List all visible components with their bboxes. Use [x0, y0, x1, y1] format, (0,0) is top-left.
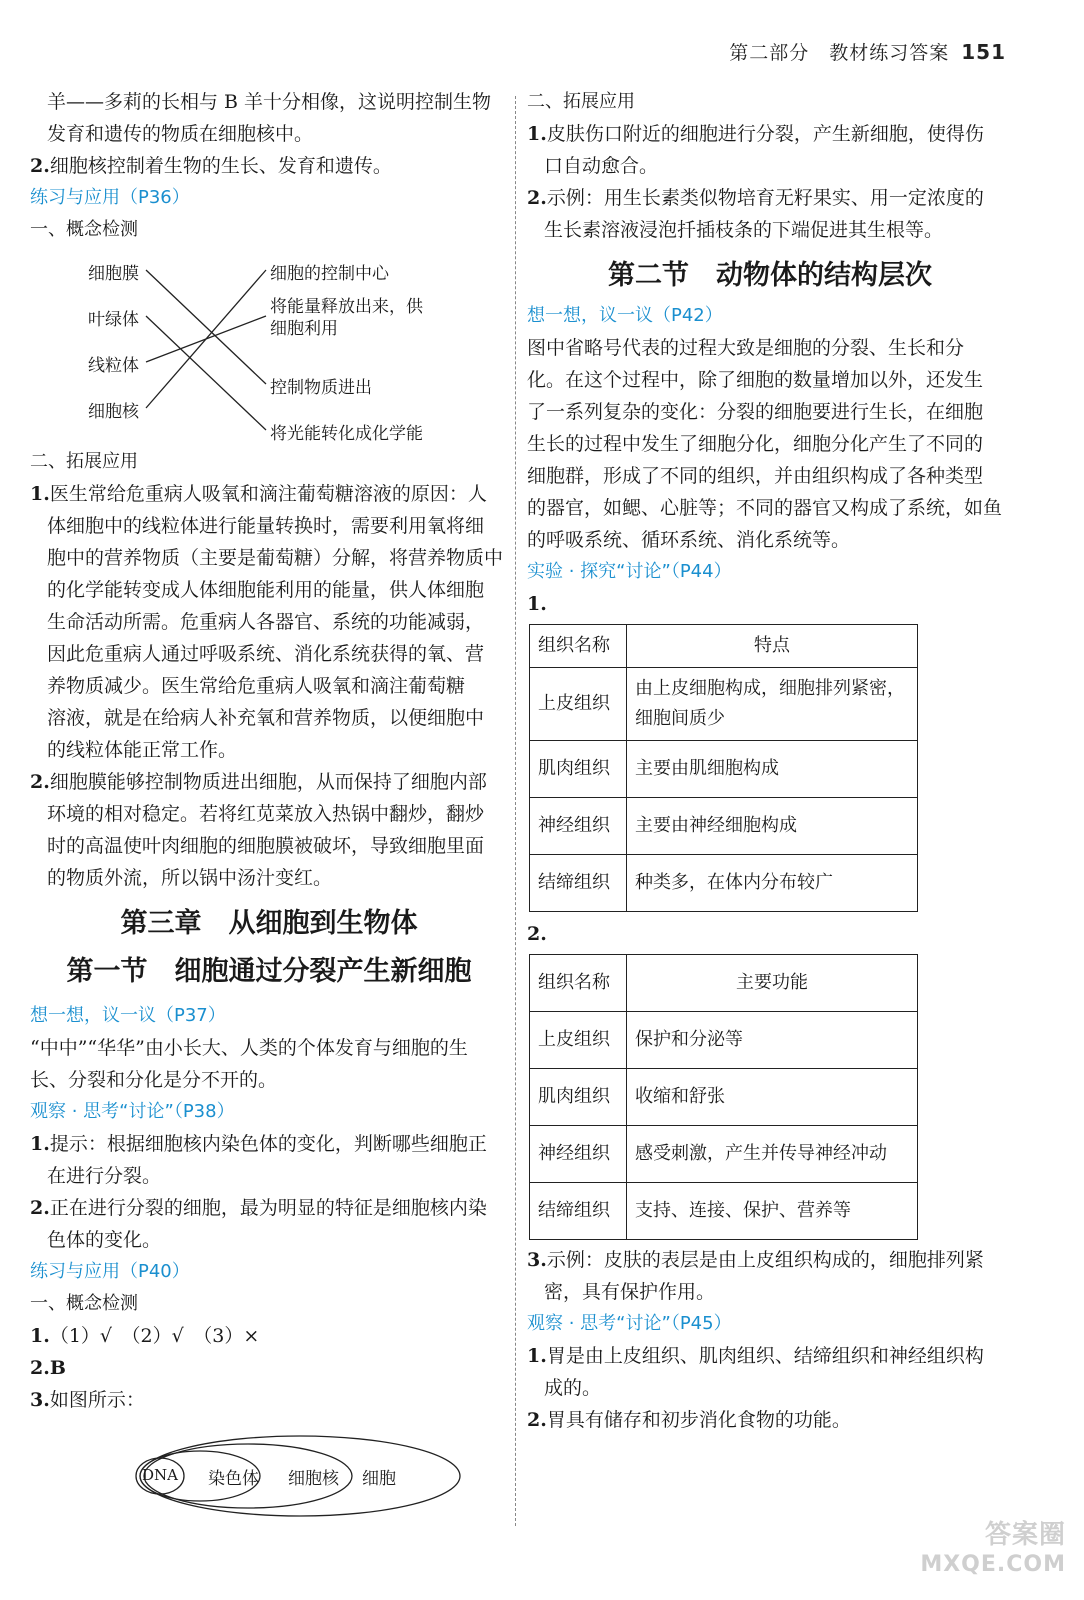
table-row — [530, 798, 918, 855]
text-line: 生长的过程中发生了细胞分化，细胞分化产生了不同的 — [527, 433, 984, 455]
subheading: 一、概念检测 — [30, 219, 138, 240]
text-line: 了一系列复杂的变化：分裂的细胞要进行生长，在细胞 — [527, 401, 984, 423]
text-line: 养物质减少。医生常给危重病人吸氧和滴注葡萄糖 — [47, 675, 466, 697]
table-cell: 结缔组织 — [530, 855, 627, 912]
text-line: 成的。 — [544, 1377, 602, 1399]
match-right-item: 细胞利用 — [270, 319, 338, 339]
section-title: 第一节 细胞通过分裂产生新细胞 — [66, 956, 472, 987]
table-cell: 主要由神经细胞构成 — [627, 798, 918, 855]
text-line: “中中”“华华”由小长大、人类的个体发育与细胞的生 — [30, 1037, 468, 1059]
text-line: 的物质外流，所以锅中汤汁变红。 — [47, 867, 333, 889]
text-line: 体细胞中的线粒体进行能量转换时，需要利用氧将细 — [47, 515, 485, 537]
section-heading: 练习与应用（P40） — [30, 1261, 190, 1282]
text-line: 的线粒体能正常工作。 — [47, 739, 238, 761]
table-cell: 结缔组织 — [530, 1183, 627, 1240]
match-right-item: 将能量释放出来，供 — [270, 297, 423, 317]
table-cell: 保护和分泌等 — [627, 1012, 918, 1069]
table-row — [530, 1126, 918, 1183]
section-heading: 练习与应用（P36） — [30, 187, 190, 208]
nest-label-dna: DNA — [142, 1466, 178, 1484]
column-divider — [515, 96, 516, 1526]
text-line: 发育和遗传的物质在细胞核中。 — [47, 123, 314, 145]
section-heading: 观察 · 思考“讨论”（P45） — [527, 1313, 732, 1334]
chapter-title: 第三章 从细胞到生物体 — [120, 908, 418, 939]
tissue-functions-table — [529, 954, 918, 1240]
table-row — [530, 1069, 918, 1126]
table-header-cell: 组织名称 — [530, 955, 627, 1012]
page-number: 151 — [961, 40, 1006, 64]
list-item: 2.B — [30, 1357, 66, 1379]
list-number: 1. — [527, 593, 547, 615]
table-header-cell: 特点 — [627, 625, 918, 668]
left-column — [30, 86, 508, 1526]
table-cell: 由上皮细胞构成，细胞排列紧密，细胞间质少 — [627, 668, 918, 741]
text-line: 的器官，如鳃、心脏等；不同的器官又构成了系统，如鱼 — [527, 497, 1003, 519]
table-cell: 收缩和舒张 — [627, 1069, 918, 1126]
text-line: 在进行分裂。 — [47, 1165, 162, 1187]
table-cell: 肌肉组织 — [530, 1069, 627, 1126]
table-cell: 支持、连接、保护、营养等 — [627, 1183, 918, 1240]
list-item: 2.胃具有储存和初步消化食物的功能。 — [527, 1409, 851, 1431]
match-left-item: 细胞膜 — [88, 264, 139, 284]
text-line: 时的高温使叶肉细胞的细胞膜被破坏，导致细胞里面 — [47, 835, 485, 857]
list-item: 2.正在进行分裂的细胞，最为明显的特征是细胞核内染 — [30, 1197, 487, 1219]
match-right-item: 细胞的控制中心 — [270, 264, 389, 284]
section-heading: 想一想，议一议（P37） — [30, 1005, 226, 1026]
text-line: 生长素溶液浸泡扦插枝条的下端促进其生根等。 — [544, 219, 944, 241]
list-item: 1.胃是由上皮组织、肌肉组织、结缔组织和神经组织构 — [527, 1345, 984, 1367]
list-item: 1.医生常给危重病人吸氧和滴注葡萄糖溶液的原因：人 — [30, 483, 487, 505]
match-right-item: 控制物质进出 — [270, 378, 372, 398]
text-line: 胞中的营养物质（主要是葡萄糖）分解，将营养物质中 — [47, 547, 504, 569]
list-item: 1.皮肤伤口附近的细胞进行分裂，产生新细胞，使得伤 — [527, 123, 984, 145]
table-cell: 神经组织 — [530, 798, 627, 855]
text-line: 羊——多莉的长相与 B 羊十分相像，这说明控制生物 — [47, 91, 492, 113]
section-heading: 观察 · 思考“讨论”（P38） — [30, 1101, 235, 1122]
text-line: 色体的变化。 — [47, 1229, 162, 1251]
table-row — [530, 741, 918, 798]
list-item: 1.（1）√ （2）√ （3）× — [30, 1325, 260, 1347]
match-right-item: 将光能转化成化学能 — [270, 424, 423, 444]
right-column — [527, 86, 1013, 1436]
nested-circles-diagram — [30, 1416, 508, 1526]
subheading: 一、概念检测 — [30, 1293, 138, 1314]
match-left-item: 线粒体 — [88, 356, 139, 376]
tissue-features-table — [529, 624, 918, 912]
text-line: 生命活动所需。危重病人各器官、系统的功能减弱， — [47, 611, 485, 633]
page-header — [729, 38, 1006, 65]
section-title: 第二节 动物体的结构层次 — [608, 260, 932, 291]
table-header-row — [530, 955, 918, 1012]
text-line: 细胞群，形成了不同的组织，并由组织构成了各种类型 — [527, 465, 984, 487]
text-line: 图中省略号代表的过程大致是细胞的分裂、生长和分 — [527, 337, 965, 359]
table-row — [530, 1183, 918, 1240]
table-cell: 感受刺激，产生并传导神经冲动 — [627, 1126, 918, 1183]
table-cell: 种类多，在体内分布较广 — [627, 855, 918, 912]
list-item: 3.示例：皮肤的表层是由上皮组织构成的，细胞排列紧 — [527, 1249, 984, 1271]
table-row — [530, 855, 918, 912]
table-cell: 神经组织 — [530, 1126, 627, 1183]
text-line: 口自动愈合。 — [544, 155, 659, 177]
table-header-cell: 组织名称 — [530, 625, 627, 668]
table-row — [530, 668, 918, 741]
table-cell: 上皮组织 — [530, 1012, 627, 1069]
nested-ellipses — [30, 1416, 508, 1526]
text-line: 的化学能转变成人体细胞能利用的能量，供人体细胞 — [47, 579, 485, 601]
table-cell: 主要由肌细胞构成 — [627, 741, 918, 798]
section-heading: 想一想，议一议（P42） — [527, 305, 723, 326]
nest-label-chromosome: 染色体 — [208, 1469, 259, 1489]
section-heading: 实验 · 探究“讨论”（P44） — [527, 561, 732, 582]
list-number: 2. — [527, 923, 547, 945]
list-item: 1.提示：根据细胞核内染色体的变化，判断哪些细胞正 — [30, 1133, 487, 1155]
table-header-cell: 主要功能 — [627, 955, 918, 1012]
table-cell: 肌肉组织 — [530, 741, 627, 798]
text-line: 的呼吸系统、循环系统、消化系统等。 — [527, 529, 851, 551]
table-cell: 上皮组织 — [530, 668, 627, 741]
subheading: 二、拓展应用 — [527, 91, 635, 112]
matching-diagram — [30, 246, 508, 442]
list-item: 3.如图所示： — [30, 1389, 145, 1411]
table-header-row — [530, 625, 918, 668]
watermark-logo: 答案圈 MXQE.COM — [920, 1520, 1066, 1577]
text-line: 化。在这个过程中，除了细胞的数量增加以外，还发生 — [527, 369, 984, 391]
list-item: 2.示例：用生长素类似物培育无籽果实、用一定浓度的 — [527, 187, 984, 209]
subheading: 二、拓展应用 — [30, 451, 138, 472]
list-item: 2.细胞膜能够控制物质进出细胞，从而保持了细胞内部 — [30, 771, 487, 793]
list-item: 2.细胞核控制着生物的生长、发育和遗传。 — [30, 155, 392, 177]
text-line: 溶液，就是在给病人补充氧和营养物质，以便细胞中 — [47, 707, 485, 729]
text-line: 密，具有保护作用。 — [544, 1281, 716, 1303]
text-line: 长、分裂和分化是分不开的。 — [30, 1069, 278, 1091]
nest-label-nucleus: 细胞核 — [288, 1469, 339, 1489]
match-left-item: 细胞核 — [88, 402, 139, 422]
table-row — [530, 1012, 918, 1069]
match-left-item: 叶绿体 — [88, 310, 139, 330]
nest-label-cell: 细胞 — [362, 1469, 396, 1489]
text-line: 环境的相对稳定。若将红苋菜放入热锅中翻炒，翻炒 — [47, 803, 485, 825]
text-line: 因此危重病人通过呼吸系统、消化系统获得的氧、营 — [47, 643, 485, 665]
header-title: 第二部分 教材练习答案 — [729, 42, 950, 64]
